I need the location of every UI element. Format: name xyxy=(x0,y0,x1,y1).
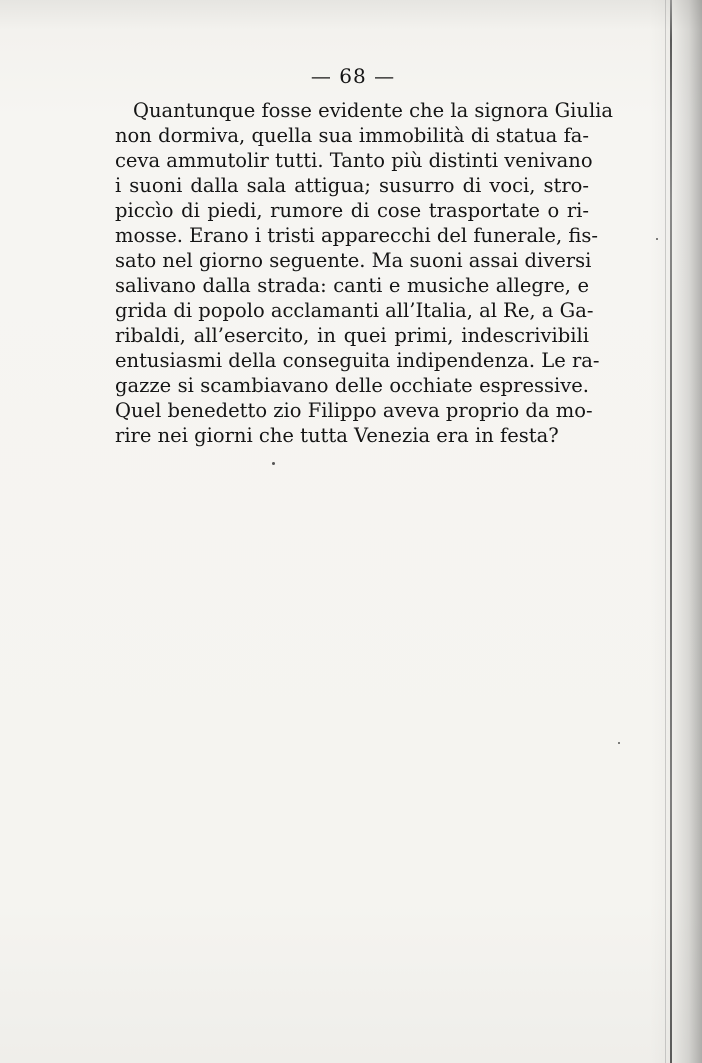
page-edge-line-inner xyxy=(665,0,666,1063)
text-line: ribaldi, all’esercito, in quei primi, indescrivibili xyxy=(115,324,589,347)
paragraph xyxy=(115,98,614,448)
text-line: entusiasmi della conseguita indipendenza. Le ra- xyxy=(115,349,600,372)
text-line: i suoni dalla sala attigua; susurro di voci, stro- xyxy=(115,174,589,197)
text-line: non dormiva, quella sua immobilità di statua fa- xyxy=(115,124,589,147)
text-line: gazze si scambiavano delle occhiate espressive. xyxy=(115,374,589,397)
text-line: sato nel giorno seguente. Ma suoni assai diversi xyxy=(115,249,592,272)
page-edge-shadow xyxy=(650,0,702,1063)
page-number: — 68 — xyxy=(310,64,396,88)
text-line: Quantunque fosse evidente che la signora Giulia xyxy=(133,99,614,122)
text-line: ceva ammutolir tutti. Tanto più distinti venivano xyxy=(115,149,593,172)
ink-speck xyxy=(618,742,620,744)
ink-speck xyxy=(656,238,658,240)
text-line: mosse. Erano i tristi apparecchi del funerale, fis- xyxy=(115,224,598,247)
text-line: salivano dalla strada: canti e musiche allegre, e xyxy=(115,274,589,297)
text-line: piccìo di piedi, rumore di cose trasportate o ri- xyxy=(115,199,589,222)
text-line: rire nei giorni che tutta Venezia era in festa? xyxy=(115,424,559,447)
text-line: Quel benedetto zio Filippo aveva proprio da mo- xyxy=(115,399,593,422)
page-edge-line xyxy=(670,0,672,1063)
text-line: grida di popolo acclamanti all’Italia, al Re, a Ga- xyxy=(115,299,594,322)
ink-speck xyxy=(272,462,275,465)
